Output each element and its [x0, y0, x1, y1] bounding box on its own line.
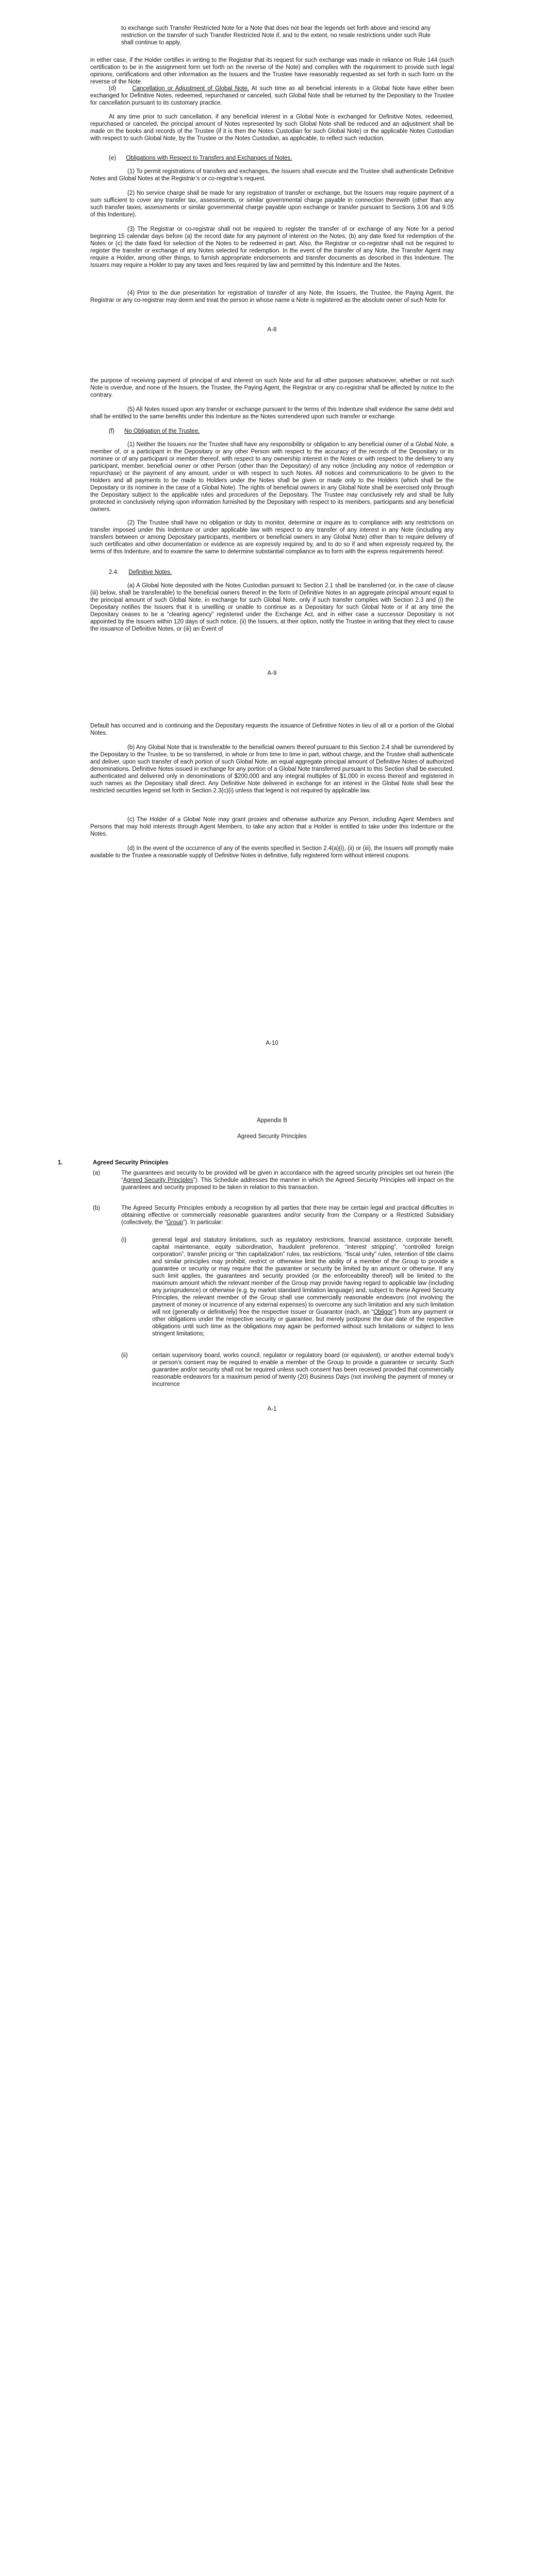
item-a-text-1: The guarantees and security to be provided will be given in accordance with the agreed security principles set out herein (the “	[121, 1170, 454, 1183]
appendix-title: Appendix B	[257, 1117, 287, 1124]
page-number-a10: A-10	[266, 1040, 278, 1046]
item-ii-label: (ii)	[121, 1352, 128, 1359]
clause-e2: (2) No service charge shall be made for any registration of transfer or exchange, but the Issuers may require payment of a sum sufficient to cover any transfer tax, assessments, or similar governmental charge payable in connection therewith (other than any such transfer taxes, assessments or similar governmental charge payable upon exchange or transfer pursuant to Sections 3.06 and 9.05 of this Indenture).	[90, 190, 454, 218]
clause-f-title: No Obligation of the Trustee.	[124, 428, 200, 434]
clause-e3: (3) The Registrar or co-registrar shall not be required to register the transfer of or exchange of any Note for a period beginning 15 calendar days before (a) the record date for any payment of interest on the Notes, (b) any date fixed for redemption of the Notes or (c) the date fixed for selection of the Notes to be redeemed in part. Also, the Registrar or co-registrar shall not be required to register the transfer or exchange of any Notes selected for redemption. In the event of the transfer of any Note, the Transfer Agent may require a Holder, among other things, to furnish appropriate endorsements and transfer documents as described in this Indenture. The Issuers may require a Holder to pay any taxes and fees required by law and permitted by this Indenture and the Notes.	[90, 226, 454, 268]
indented-paragraph: to exchange such Transfer Restricted Note for a Note that does not bear the legends set forth above and rescind any restriction on the transfer of such Transfer Restricted Note if, and to the extent, no resale restrictions under such Rule shall continue to apply,	[121, 25, 431, 46]
clause-d-a10: (d) In the event of the occurrence of any of the events specified in Section 2.4(a)(i), (ii) or (iii), the Issuers will promptly make available to the Trustee a reasonable supply of Definitive Notes in definitive, fully registered form without interest coupons.	[90, 845, 454, 859]
page-number-a9: A-9	[267, 670, 277, 676]
item-b-text-1: The Agreed Security Principles embody a recognition by all parties that there may be certain legal and practical difficulties in obtaining effective or commercially reasonable guarantees and/or security from the Company or a Restricted Subsidiary (collectively, the “	[121, 1205, 454, 1226]
section-2-4-title: Definitive Notes.	[128, 569, 172, 575]
appendix-subtitle: Agreed Security Principles	[237, 1133, 307, 1140]
item-i-text	[152, 1236, 454, 1337]
page-number-a8: A-8	[267, 327, 277, 333]
clause-c: (c) The Holder of a Global Note may grant proxies and otherwise authorize any Person, including Agent Members and Persons that may hold interests through Agent Members, to take any action that a Holder is entitled to take under this Indenture or the Notes.	[90, 817, 454, 837]
item-i-label: (i)	[121, 1237, 127, 1243]
item-a-text	[121, 1170, 454, 1191]
item-i-text-1: general legal and statutory limitations, such as regulatory restrictions, financial assistance, corporate benefit, capital maintenance, equity subordination, fraudulent preference, “interest stripping”, “controlled foreign corporation”, transfer pricing or “thin capitalization” rules, tax restrictions, “fiscal unity” rules, retention of title claims and similar principles may prohibit, restrict or otherwise limit the ability of a member of the Group to provide a guarantee or security or may require that the guarantee or security be limited by an amount or otherwise. If any such limit applies, the guarantees and security provided (or the enforceability thereof) will be limited to the maximum amount which the relevant member of the Group may provide having regard to applicable law (including any jurisprudence) or otherwise (e.g. by market standard limitation language) and, subject to these Agreed Security Principles, the relevant member of the Group shall use commercially reasonable endeavors (not involving the payment of money or incurrence of any external expenses) to overcome any such limitation and any such limitation will not (generally or definitively) free the respective Issuer or Guarantor (each, an “	[152, 1237, 454, 1315]
clause-e-title: Obligations with Respect to Transfers and Exchanges of Notes.	[126, 155, 292, 161]
item-b-text	[121, 1205, 454, 1226]
clause-f2: (2) The Trustee shall have no obligation or duty to monitor, determine or inquire as to compliance with any restrictions on transfer imposed under this Indenture or under applicable law with respect to any transfer of any interest in any Note (including any transfers between or among Depositary participants, members or beneficial owners in any Global Note) other than to require delivery of such certificates and other documentation or evidence as are expressly required by, and to do so if and when expressly required by, the terms of this Indenture, and to examine the same to determine substantial compliance as to form with the express requirements hereof.	[90, 520, 454, 555]
clause-d-title: Cancellation or Adjustment of Global Note.	[132, 86, 250, 92]
clause-e-label: (e)	[109, 155, 117, 161]
paragraph-default: Default has occurred and is continuing and the Depositary requests the issuance of Definitive Notes in lieu of all or a portion of the Global Notes.	[90, 723, 454, 736]
item-b-label: (b)	[93, 1205, 101, 1211]
defined-term-obligor: Obligor	[373, 1309, 393, 1315]
defined-term-agreed-security-principles: Agreed Security Principles	[123, 1177, 193, 1183]
item-i-text-2: ”) from any payment or other obligations under the respective security or guarantee, but merely postpone the due date of the respective obligations until such time as the obligations may again be performed without such limitations or subject to less stringent limitations;	[152, 1309, 454, 1337]
paragraph-any-time: At any time prior to such cancellation, if any beneficial interest in a Global Note is exchanged for Definitive Notes, redeemed, repurchased or canceled, the principal amount of Notes represented by such Global Note shall be reduced and an adjustment shall be made on the books and records of the Trustee (if it is then the Notes Custodian for such Global Note) or the applicable Notes Custodian with respect to such Global Note, by the Trustee or the Notes Custodian, as applicable, to reflect such reduction.	[90, 114, 454, 142]
defined-term-group: Group	[166, 1219, 183, 1226]
clause-e1: (1) To permit registrations of transfers and exchanges, the Issuers shall execute and the Trustee shall authenticate Definitive Notes and Global Notes at the Registrar’s or co-registrar’s request.	[90, 168, 454, 182]
clause-e4: (4) Prior to the due presentation for registration of transfer of any Note, the Issuers, the Trustee, the Paying Agent, the Registrar or any co-registrar may deem and treat the person in whose name a Note is registered as the absolute owner of such Note for	[90, 290, 454, 303]
clause-e5: (5) All Notes issued upon any transfer or exchange pursuant to the terms of this Indenture shall evidence the same debt and shall be entitled to the same benefits under this Indenture as the Notes surrendered upon such transfer or exchange.	[90, 406, 454, 420]
clause-b: (b) Any Global Note that is transferable to the beneficial owners thereof pursuant to this Section 2.4 shall be surrendered by the Depositary to the Trustee, to be so transferred, in whole or from time to time in part, without charge, and the Trustee shall authenticate and deliver, upon such transfer of each portion of such Global Note, an equal aggregate principal amount of Definitive Notes of authorized denominations. Definitive Notes issued in exchange for any portion of a Global Note transferred pursuant to this Section shall be executed, authenticated and delivered only in denominations of $200,000 and any integral multiples of $1,000 in excess thereof and registered in such names as the Depositary shall direct. Any Definitive Note delivered in exchange for an interest in the Global Note shall bear the restricted securities legend set forth in Section 2.3(c)(i) unless that legend is not required by applicable law.	[90, 744, 454, 794]
section-2-4-a: (a) A Global Note deposited with the Notes Custodian pursuant to Section 2.1 shall be transferred (or, in the case of clause (iii) below, shall be transferable) to the beneficial owners thereof in the form of Definitive Notes in an aggregate principal amount equal to the principal amount of such Global Note, in exchange for such Global Note, only if such transfer complies with Section 2.3 and (i) the Depositary notifies the Issuers that it is unwilling or unable to continue as a Depositary for such Global Note or if at any time the Depositary ceases to be a “clearing agency” registered under the Exchange Act, and in either case a successor Depositary is not appointed by the Issuers within 120 days of such notice, (ii) the Issuers, at their option, notify the Trustee in writing that they elect to cause the issuance of Definitive Notes, or (iii) an Event of	[90, 583, 454, 632]
item-ii-text: certain supervisory board, works council, regulator or regulatory board (or equivalent), or another external body’s or person’s consent may be required to enable a member of the Group to provide a guarantee or security. Such guarantee and/or security shall not be required unless such consent has been received provided that commercially reasonable endeavors for a maximum period of twenty (20) Business Days (not involving the payment of money or incurrence	[152, 1352, 454, 1387]
clause-d-text: At such time as all beneficial interests in a Global Note have either been exchanged for Definitive Notes, redeemed, repurchased or canceled, such Global Note shall be returned by the Depositary to the Trustee for cancellation pursuant to its customary practice.	[90, 86, 454, 106]
section-1-number: 1.	[58, 1160, 63, 1166]
paragraph-purpose: the purpose of receiving payment of principal of and interest on such Note and for all other purposes whatsoever, whether or not such Note is overdue, and none of the Issuers, the Trustee, the Paying Agent, the Registrar or any co-registrar shall be affected by notice to the contrary.	[90, 378, 454, 398]
item-b-text-2: ”). In particular:	[183, 1219, 223, 1226]
clause-f1: (1) Neither the Issuers nor the Trustee shall have any responsibility or obligation to any beneficial owner of a Global Note, a member of, or a participant in the Depositary or any other Person with respect to the accuracy of the records of the Depositary or its nominee or of any participant or member thereof, with respect to any ownership interest in the Notes or with respect to the delivery to any participant, member, beneficial owner or other Person (other than the Depositary) of any notice (including any notice of redemption or repurchase) or the payment of any amount, under or with respect to such Notes. All notices and communications to be given to the Holders and all payments to be made to Holders under the Notes shall be given or made only to the Holders (which shall be the Depositary or its nominee in the case of a Global Note). The rights of beneficial owners in any Global Note shall be exercised only through the Depositary subject to the applicable rules and procedures of the Depositary. The Trustee may conclusively rely and shall be fully protected in conclusively relying upon information furnished by the Depositary with respect to its members, participants and any beneficial owners.	[90, 442, 454, 513]
item-a-text-2: ”). This Schedule addresses the manner in which the Agreed Security Principles will impact on the guarantees and security proposed to be taken in relation to this transaction.	[121, 1177, 454, 1191]
page-number-appendix: A-1	[267, 1406, 277, 1412]
section-1-title: Agreed Security Principles	[93, 1160, 169, 1166]
item-a-label: (a)	[93, 1170, 101, 1176]
clause-f-label: (f)	[109, 428, 114, 434]
clause-d-label: (d)	[109, 86, 117, 92]
paragraph-either-case: in either case, if the Holder certifies in writing to the Registrar that its request for such exchange was made in reliance on Rule 144 (such certification to be in the assignment form set forth on the reverse of the Note) and complies with the requirement to provide such legal opinions, certifications and other information as the Issuers and the Trustee have reasonably requested as set forth in such form on the reverse of the Note.	[90, 57, 454, 85]
section-2-4-number: 2.4.	[109, 569, 119, 575]
